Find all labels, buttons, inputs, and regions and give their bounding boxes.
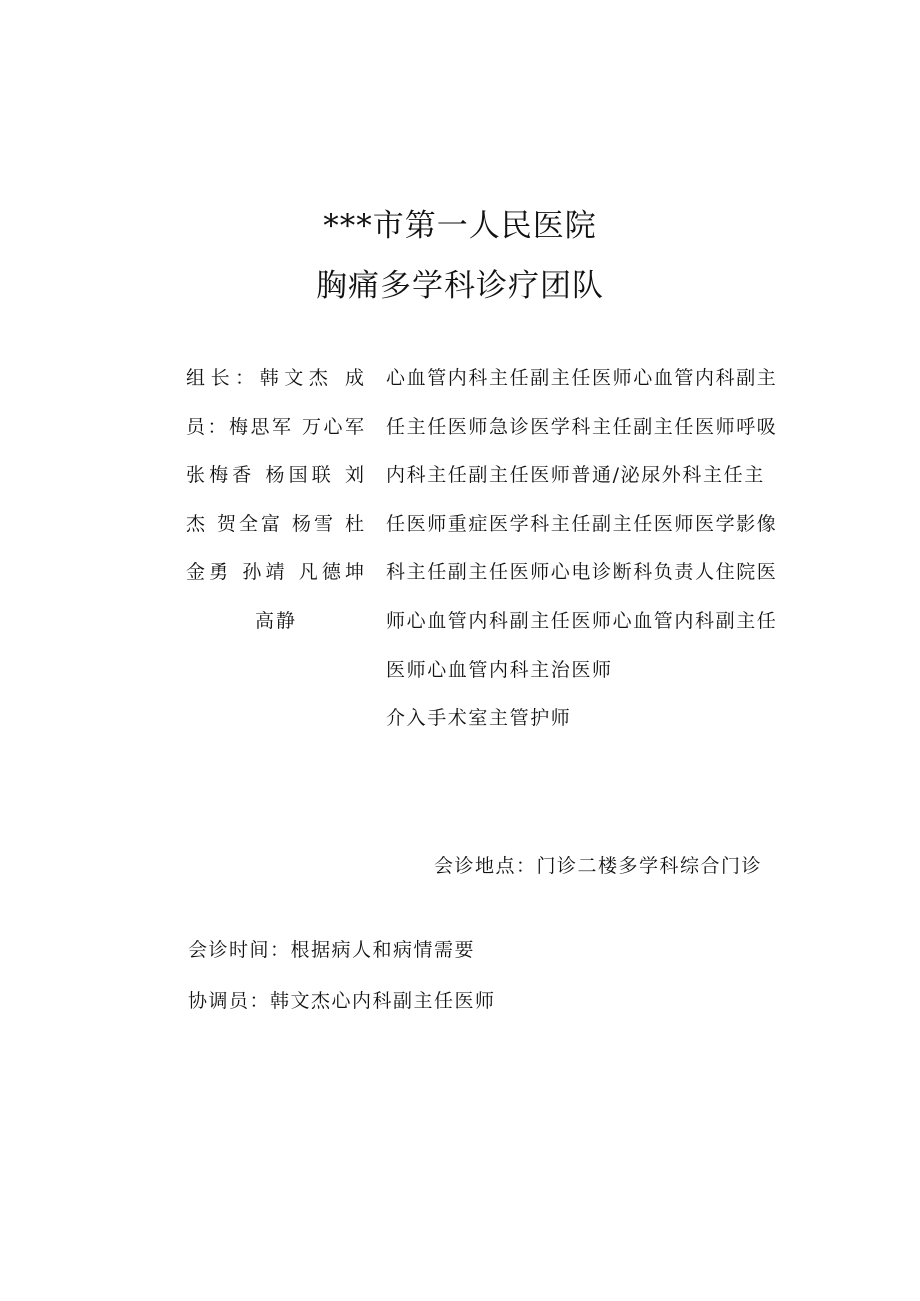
hospital-title: ***市第一人民医院	[323, 208, 597, 244]
roles-nurse-line: 介入手术室主管护师	[386, 707, 572, 730]
consultation-location: 会诊地点：门诊二楼多学科综合门诊	[434, 855, 763, 877]
consultation-coordinator: 协调员：韩文杰心内科副主任医师	[188, 990, 496, 1012]
team-roles-list	[386, 354, 781, 742]
roles-text: 心血管内科主任副主任医师心血管内科副主任主任医师急诊医学科主任副主任医师呼吸内科主任副主任医师普通/泌尿外科主任主任医师重症医学科主任副主任医师医学影像科主任副主任医师心电诊断科负责人住院医师心血管内科副主任医师心血管内科副主任医师心血管内科主治医师	[386, 367, 778, 681]
consultation-time: 会诊时间：根据病人和病情需要	[188, 939, 476, 961]
team-members-list: 组长：韩文杰 成员：梅思军 万心军 张梅香 杨国联 刘杰 贺全富 杨雪 杜金勇 孙靖 凡德坤 高静	[186, 367, 366, 632]
team-title: 胸痛多学科诊疗团队	[316, 268, 604, 304]
